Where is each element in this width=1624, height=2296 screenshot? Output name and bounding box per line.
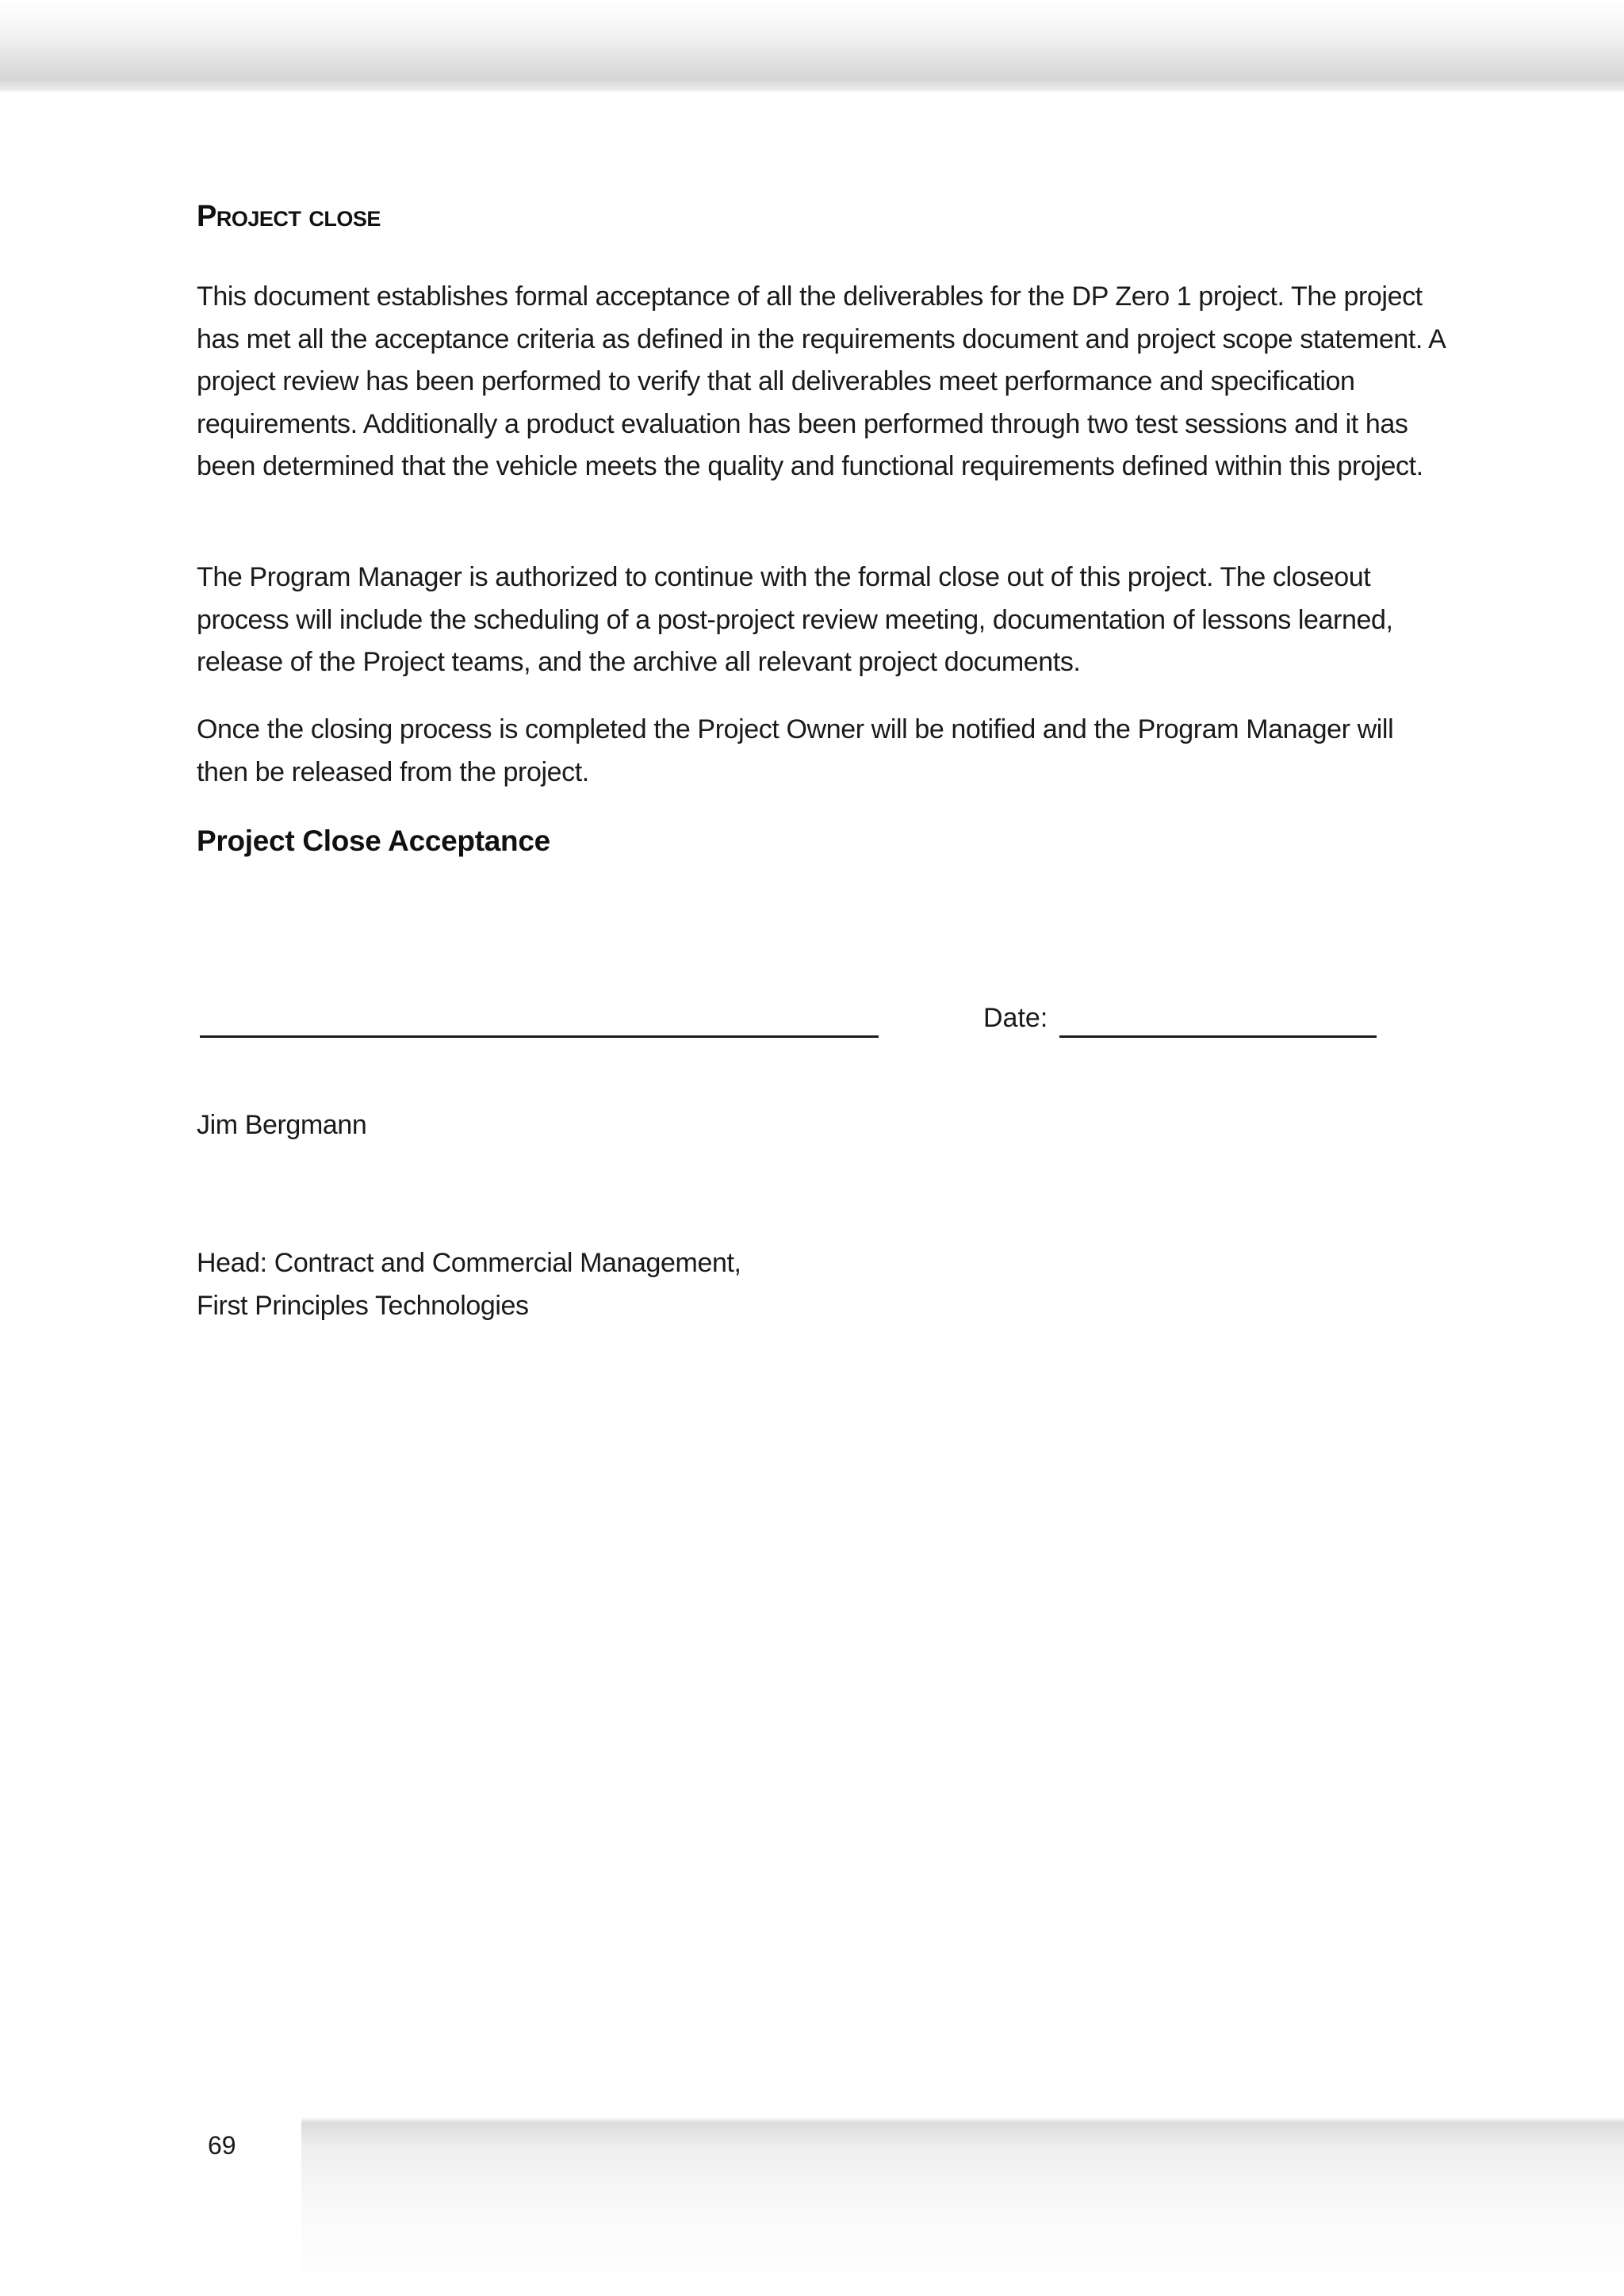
signer-title: Head: Contract and Commercial Management,: [197, 1248, 741, 1278]
page-top-shadow: [0, 0, 1624, 95]
date-label: Date:: [983, 1003, 1048, 1033]
signer-organization: First Principles Technologies: [197, 1291, 529, 1321]
acceptance-heading: Project Close Acceptance: [197, 825, 550, 857]
page-bottom-shadow: [301, 2117, 1624, 2296]
paragraph-closing: Once the closing process is completed the Project Owner will be notified and the Program Manager will then be released from the project.: [197, 714, 1394, 787]
page-number: 69: [208, 2131, 236, 2160]
signer-name: Jim Bergmann: [197, 1110, 367, 1140]
paragraph-authorization: The Program Manager is authorized to continue with the formal close out of this project. The closeout process will include the scheduling of a post-project review meeting, documentation of lessons learned, release of the Project teams, and the archive all relevant project documents.: [197, 562, 1393, 677]
paragraph-acceptance: This document establishes formal acceptance of all the deliverables for the DP Zero 1 project. The project has met all the acceptance criteria as defined in the requirements document and project scope statement. A project review has been performed to verify that all deliverables meet performance and specification requirements. Additionally a product evaluation has been performed through two test sessions and it has been determined that the vehicle meets the quality and functional requirements defined within this project.: [197, 281, 1445, 481]
section-heading: Project close: [197, 200, 381, 233]
date-line: [1059, 1035, 1377, 1038]
signature-line: [200, 1035, 879, 1038]
